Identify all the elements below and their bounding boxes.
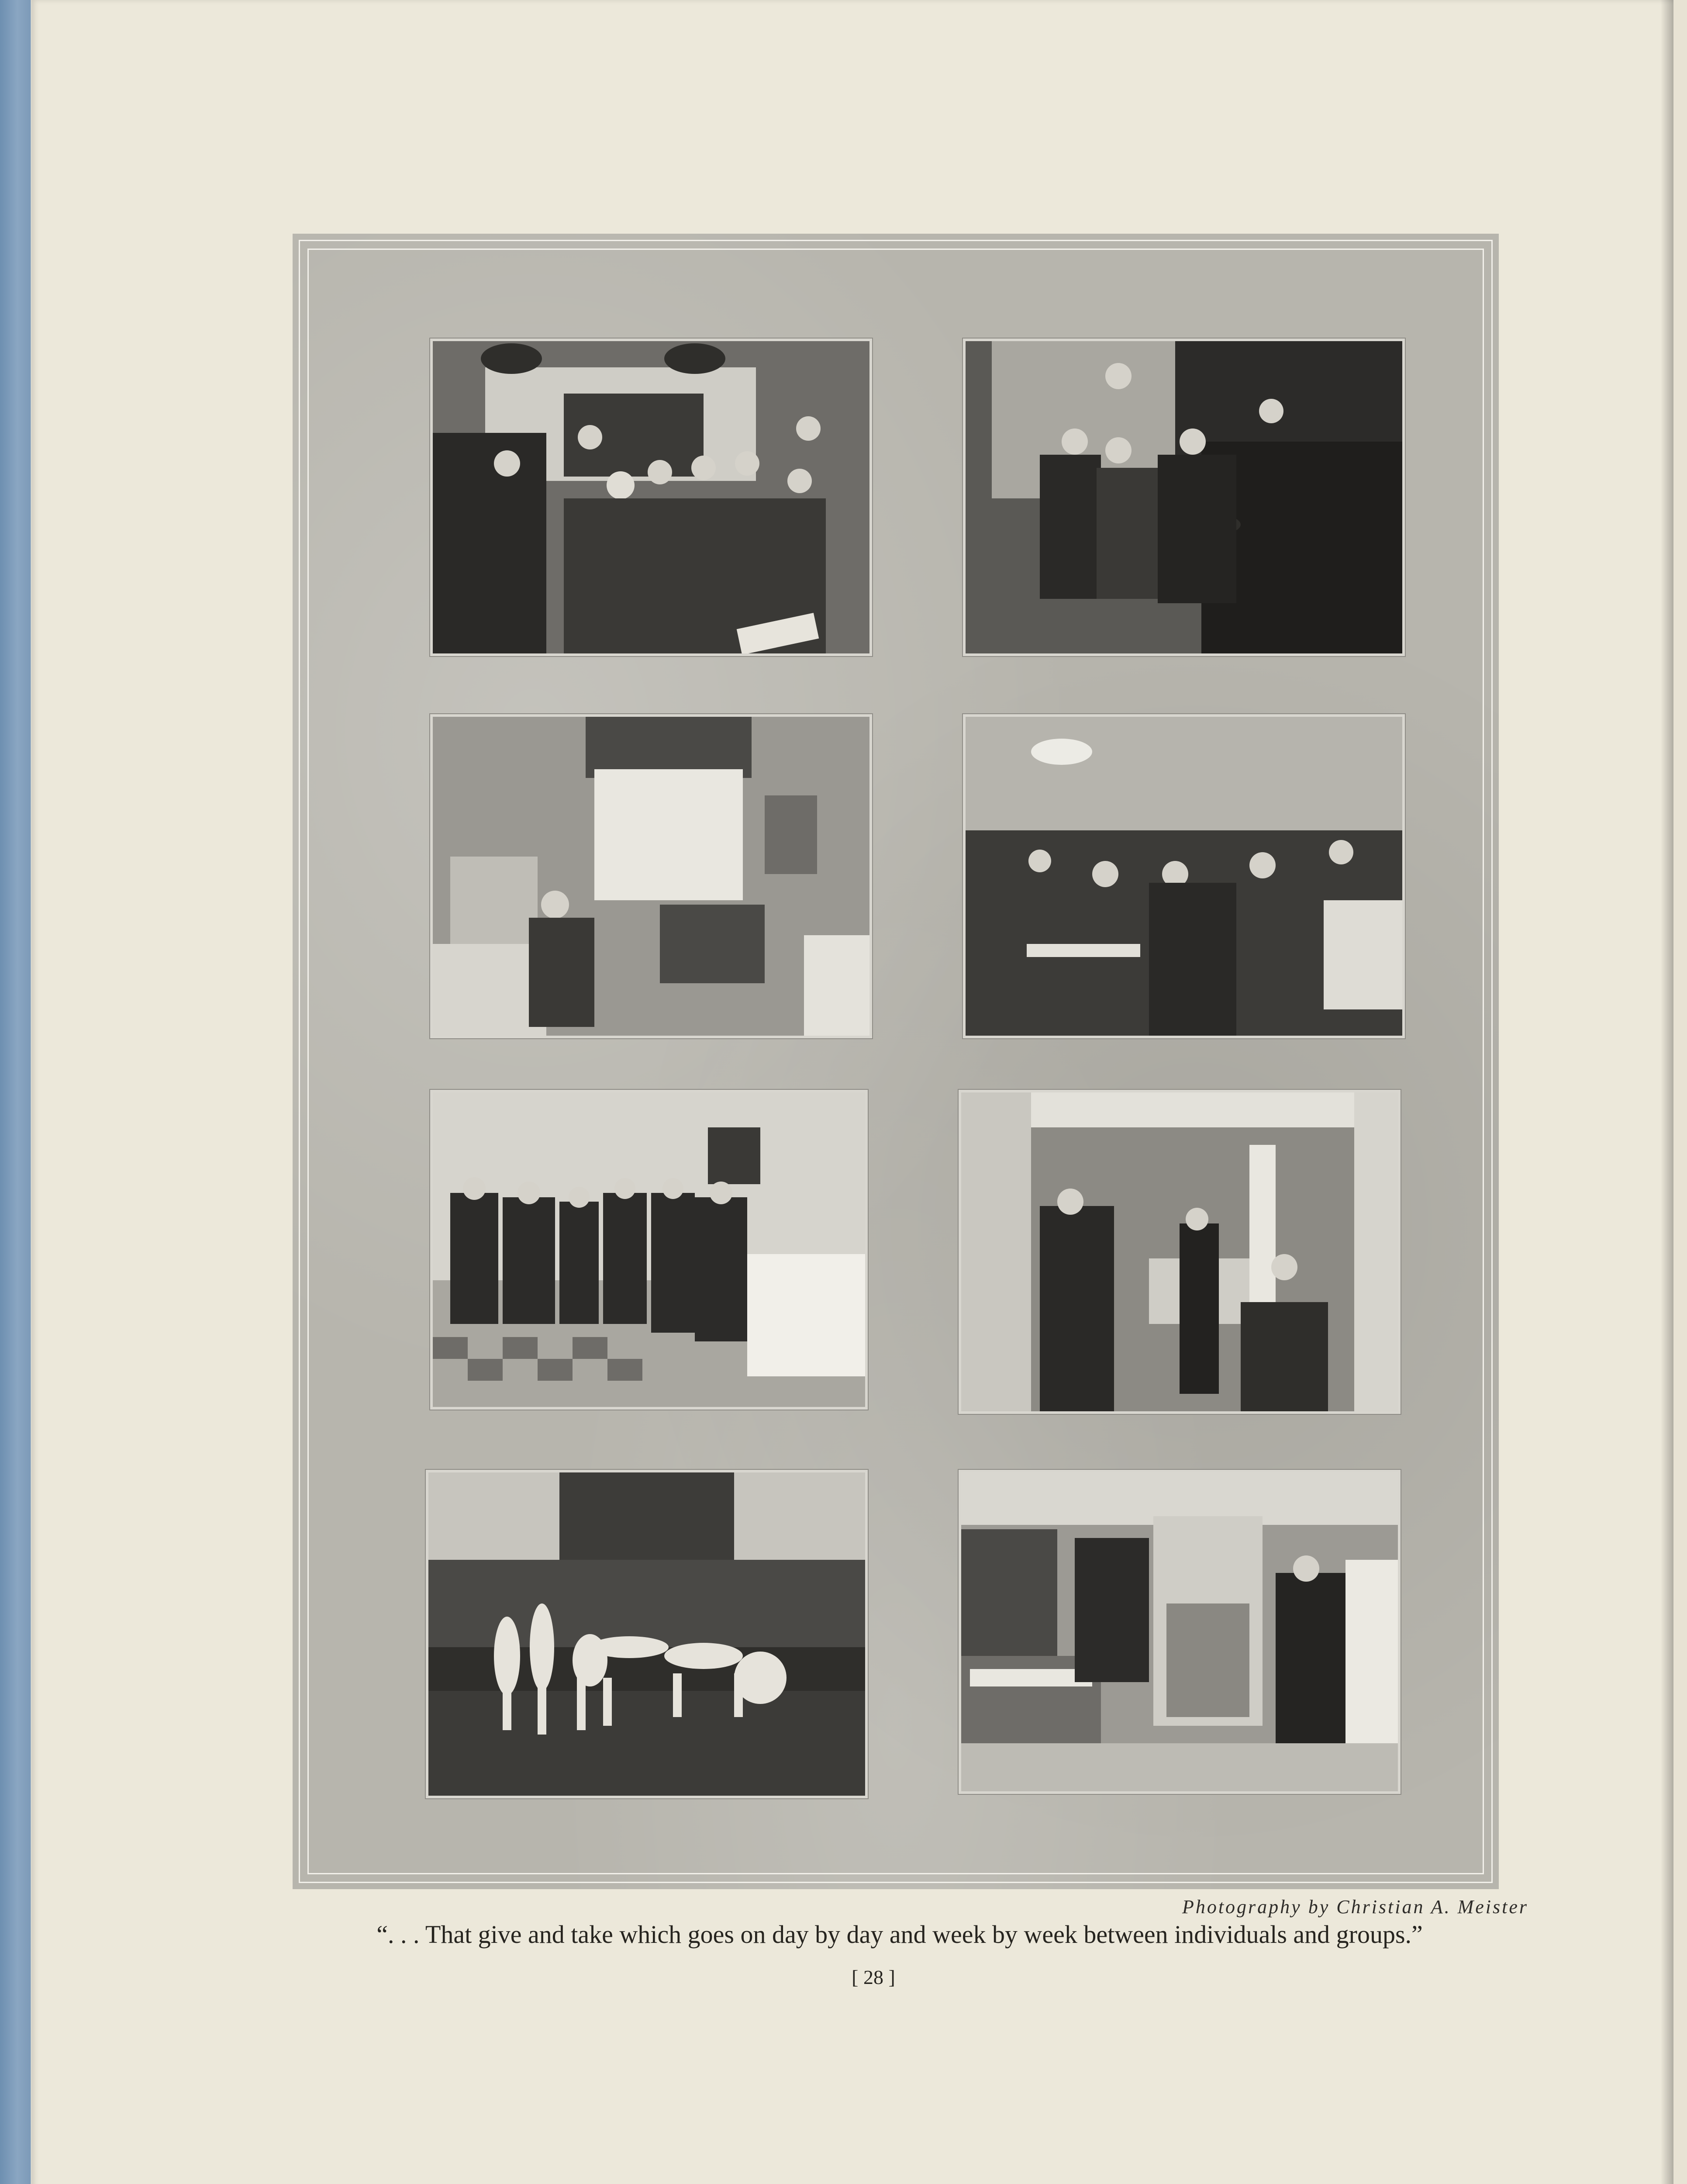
photo-mount-panel bbox=[293, 234, 1499, 1889]
page-caption: “. . . That give and take which goes on day by day and week by week between individuals and groups.” bbox=[376, 1920, 1423, 1949]
group-in-lounge-photo bbox=[430, 339, 872, 656]
dancers-photo bbox=[426, 1470, 868, 1798]
cafeteria-line-photo bbox=[430, 1090, 868, 1410]
shop-counter-photo bbox=[959, 1470, 1401, 1794]
dining-hall-photo bbox=[963, 714, 1405, 1038]
front-desk-photo bbox=[959, 1090, 1401, 1414]
man-reading-in-room-photo bbox=[430, 714, 872, 1038]
page-edge-shadow bbox=[1660, 0, 1673, 2184]
group-by-piano-photo bbox=[963, 339, 1405, 656]
photo-credit: Photography by Christian A. Meister bbox=[1182, 1896, 1528, 1918]
page-number: [ 28 ] bbox=[852, 1966, 895, 1988]
